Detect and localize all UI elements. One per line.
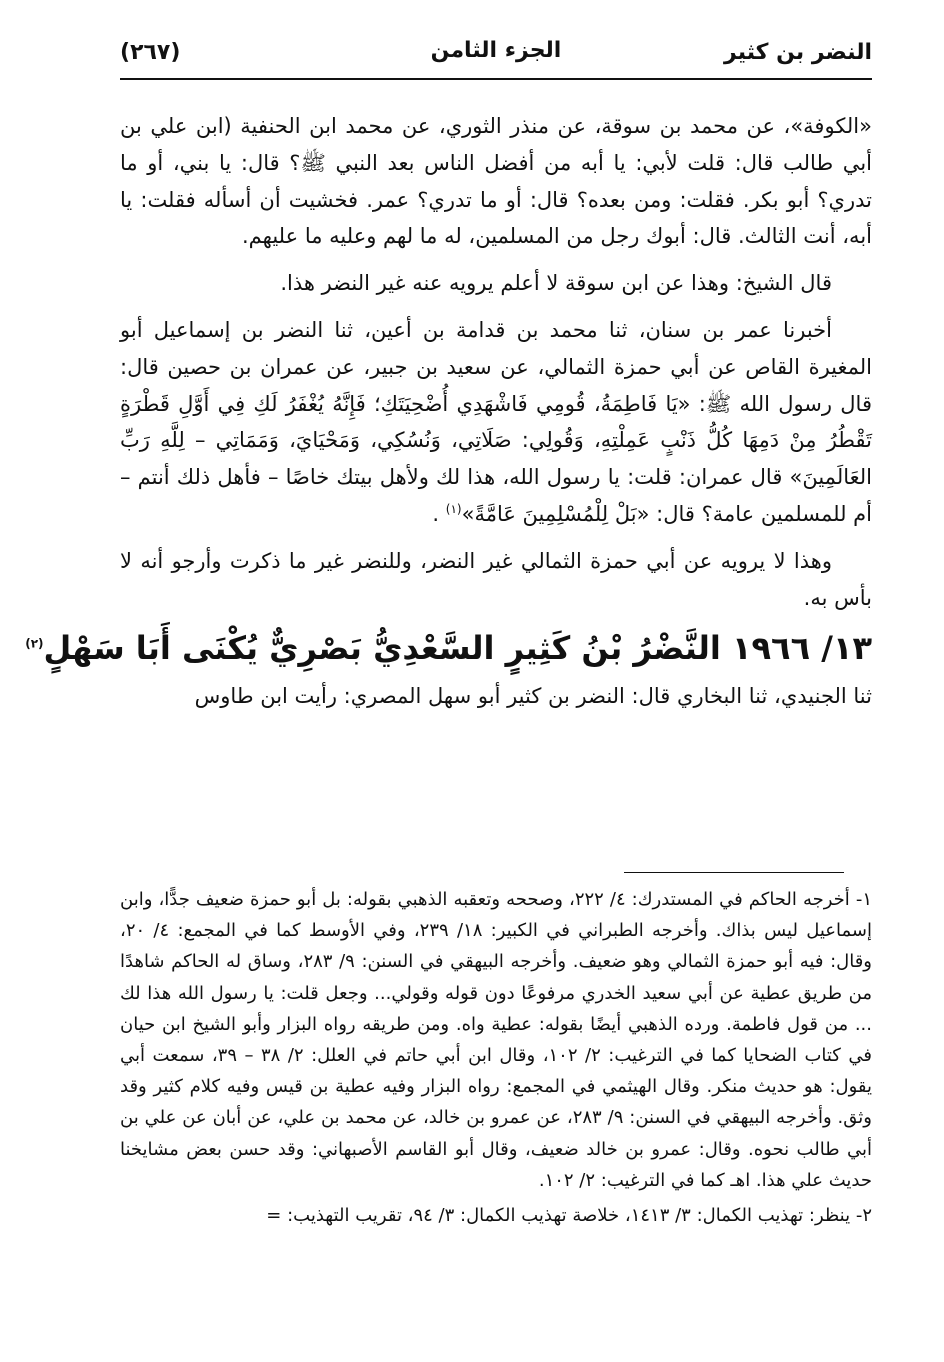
narration-paragraph: «الكوفة»، عن محمد بن سوقة، عن منذر الثوري، عن محمد ابن الحنفية (ابن علي بن أبي طالب قال: قلت لأبي: يا أبه من أفضل الناس بعد النبي ﷺ؟ قال: يا بني، أو ما تدري؟ أبو بكر. فقلت: ومن بعده؟ قال: أو ما تدري؟ عمر. فخشيت أن أسأله فقلت: يا أبه، أنت الثالث. قال: أبوك رجل من المسلمين، له ما لهم وعليه ما عليهم. [120, 114, 872, 249]
shaykh-comment: قال الشيخ: وهذا عن ابن سوقة لا أعلم يرويه عنه غير النضر هذا. [280, 271, 832, 296]
volume-label: الجزء الثامن [430, 38, 562, 63]
footnote-ref-2: (٢) [25, 636, 44, 651]
running-title: النضر بن كثير [724, 40, 872, 65]
hadith-paragraph: أخبرنا عمر بن سنان، ثنا محمد بن قدامة بن أعين، ثنا النضر بن إسماعيل أبو المغيرة القاص عن أبي حمزة الثمالي، عن سعيد بن جبير، عن عمران بن حصين قال: قال رسول الله ﷺ: «يَا فَاطِمَةُ، قُومِي فَاشْهَدِي أُضْحِيَتَكِ؛ فَإِنَّهُ يُغْفَرُ لَكِ فِي أَوَّلِ قَطْرَةٍ تَقْطُرُ مِنْ دَمِهَا كُلُّ ذَنْبٍ عَمِلْتِهِ، وَقُولِي: صَلَاتِي، وَنُسُكِي، وَمَحْيَايَ، وَمَمَاتِي – لِلَّهِ رَبِّ العَالَمِينَ» قال عمران: قلت: يا رسول الله، هذا لك ولأهل بيتك خاصًا – فأهل ذلك أنتم – أم للمسلمين عامة؟ قال: «بَلْ لِلْمُسْلِمِينَ عَامَّةً»$^{(١)}$ . [120, 317, 872, 526]
header-rule [120, 78, 872, 80]
page-header [120, 34, 872, 74]
entry-heading [25, 624, 872, 672]
main-text [25, 108, 872, 715]
footnote-ref-1: (١) [445, 501, 462, 516]
footnote-2: ٢- ينظر: تهذيب الكمال: ٣/ ١٤١٣، خلاصة تهذيب الكمال: ٣/ ٩٤، تقريب التهذيب: = [266, 1205, 872, 1227]
footnotes [120, 884, 872, 1231]
narrator-note: وهذا لا يرويه عن أبي حمزة الثمالي غير النضر، وللنضر غير ما ذكرت وأرجو أنه لا بأس به. [120, 548, 872, 610]
hadith-text: أخبرنا عمر بن سنان، ثنا محمد بن قدامة بن أعين، ثنا النضر بن إسماعيل أبو المغيرة القاص عن أبي حمزة الثمالي، عن سعيد بن جبير، عن عمران بن حصين قال: قال رسول الله ﷺ: «يَا فَاطِمَةُ، قُومِي فَاشْهَدِي أُضْحِيَتَكِ؛ فَإِنَّهُ يُغْفَرُ لَكِ فِي أَوَّلِ قَطْرَةٍ تَقْطُرُ مِنْ دَمِهَا كُلُّ ذَنْبٍ عَمِلْتِهِ، وَقُولِي: صَلَاتِي، وَنُسُكِي، وَمَحْيَايَ، وَمَمَاتِي – لِلَّهِ رَبِّ العَالَمِينَ» قال عمران: قلت: يا رسول الله، هذا لك ولأهل بيتك خاصًا – فأهل ذلك أنتم – أم للمسلمين عامة؟ قال: «بَلْ لِلْمُسْلِمِينَ عَامَّةً» [120, 317, 872, 526]
footnote-1: ١- أخرجه الحاكم في المستدرك: ٤/ ٢٢٢، وصححه وتعقبه الذهبي بقوله: بل أبو حمزة ضعيف جدًّا، وابن إسماعيل ليس بذاك. وأخرجه الطبراني في الكبير: ١٨/ ٢٣٩، وفي الأوسط كما في المجمع: ٤/ ٢٠، وقال: فيه أبو حمزة الثمالي وهو ضعيف. وأخرجه البيهقي في السنن: ٩/ ٢٨٣، وساق له الحاكم شاهدًا من طريق عطية عن أبي سعيد الخدري مرفوعًا دون قوله وقولي... وجعل قلت: يا رسول الله هذا لك ... من قول فاطمة. ورده الذهبي أيضًا بقوله: عطية واه. ومن طريقه رواه البزار وأبو الشيخ ابن حيان في كتاب الضحايا كما في الترغيب: ٢/ ١٠٢، وقال ابن أبي حاتم في العلل: ٢/ ٣٨ – ٣٩، سمعت أبي يقول: هو حديث منكر. وقال الهيثمي في المجمع: رواه البزار وفيه عطية بن قيس وفيه كلام كثير وقد وثق. وأخرجه البيهقي في السنن: ٩/ ٢٨٣، عن عمرو بن خالد، عن محمد بن علي، عن أبان عن علي بن أبي طالب نحوه. وقال: عمرو بن خالد ضعيف، وقال أبو القاسم الأصبهاني: وقد حسن بعض مشايخنا حديث علي هذا. اهـ كما في الترغيب: ٢/ ١٠٢. [120, 889, 872, 1191]
page-number: (٢٦٧) [120, 40, 181, 65]
entry-opening: ثنا الجنيدي، ثنا البخاري قال: النضر بن كثير أبو سهل المصري: رأيت ابن طاوس [194, 684, 872, 709]
entry-title-text: ١٣/ ١٩٦٦ النَّضْرُ بْنُ كَثِيرٍ السَّعْدِيُّ بَصْرِيٌّ يُكْنَى أَبَا سَهْلٍ [43, 629, 872, 668]
footnote-separator [624, 872, 844, 873]
